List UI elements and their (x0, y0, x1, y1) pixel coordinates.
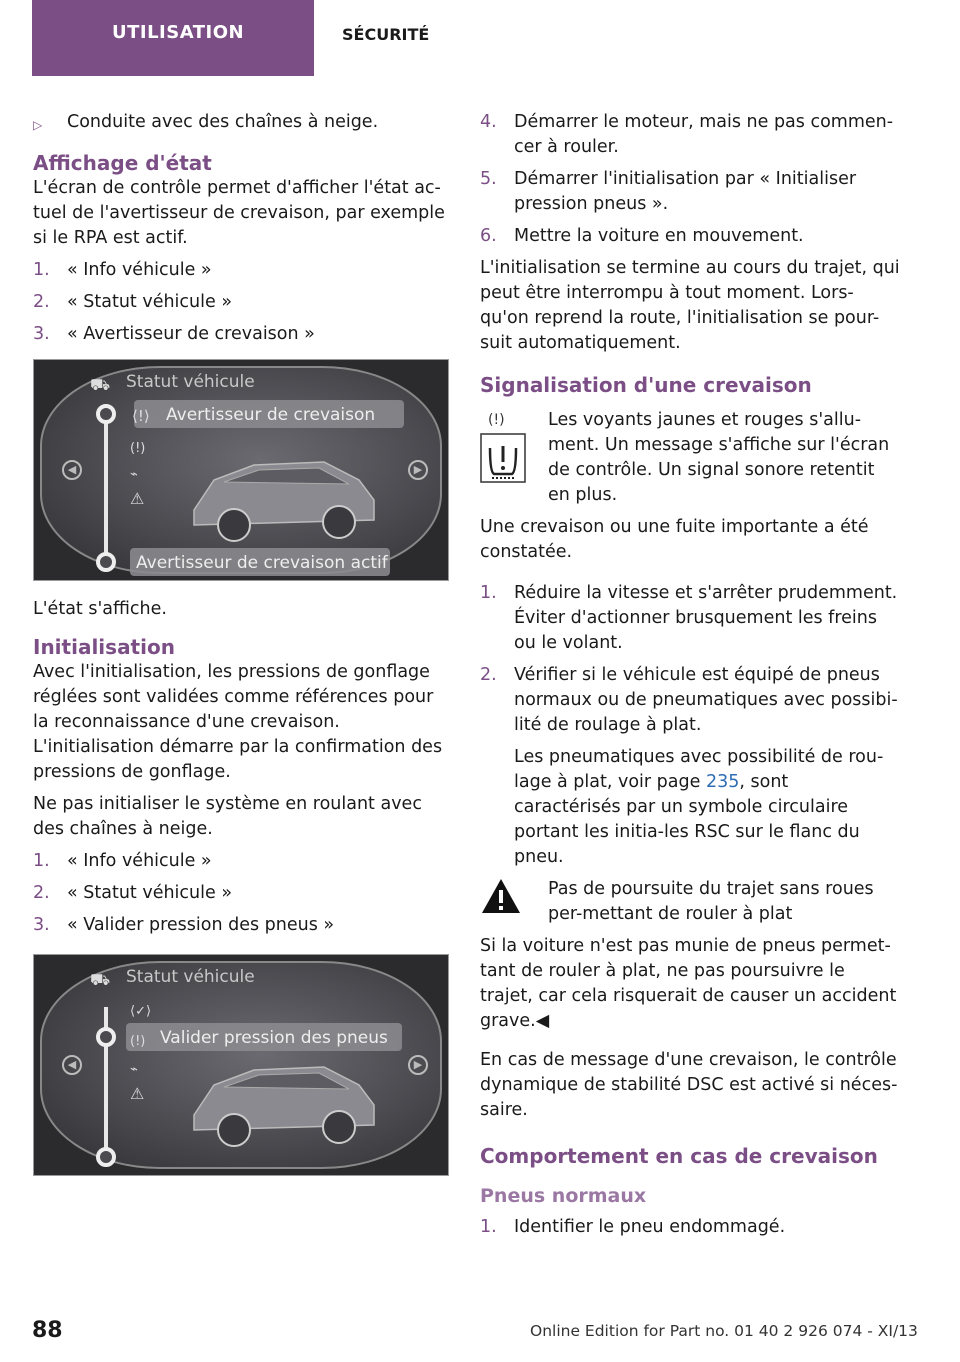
screen-figure-crevaison (33, 359, 449, 581)
paragraph-etat: L'état s'affiche. (33, 599, 167, 619)
heading-signalisation: Signalisation d'une crevaison (480, 373, 812, 397)
indicator-block (480, 408, 900, 508)
status-label: Avertisseur de crevaison actif (136, 553, 388, 573)
car-illustration (184, 1045, 384, 1155)
menu-rail (104, 422, 108, 560)
selected-menu-label: Avertisseur de crevaison (166, 405, 376, 425)
indicator-icons (480, 408, 530, 508)
menu-knob-top (96, 404, 116, 424)
arrow-right-icon: ▶ (408, 1055, 428, 1075)
car-illustration (184, 440, 384, 550)
triangle-bullet-icon: ▷ (33, 118, 43, 132)
paragraph-pneus-rsc: Les pneumatiques avec possibilité de rou-lage à plat, voir page 235, sont caractérisés par un symbole circulaire portant les initia-les RSC sur le flanc du pneu. (514, 747, 884, 867)
list-item: 2. « Statut véhicule » (33, 292, 233, 312)
tab-section-label: SÉCURITÉ (342, 25, 430, 44)
footer-edition: Online Edition for Part no. 01 40 2 926 074 - XI/13 (530, 1322, 918, 1340)
heading-comportement: Comportement en cas de crevaison (480, 1144, 878, 1168)
list-item: 3. « Valider pression des pneus » (33, 915, 335, 935)
list-item: 4. Démarrer le moteur, mais ne pas commen-cer à rouler. (480, 112, 894, 157)
warning-title: Pas de poursuite du trajet sans roues per-mettant de rouler à plat (548, 879, 874, 924)
warning-triangle-icon: ⚠ (130, 489, 145, 508)
paragraph-init-1: Avec l'initialisation, les pressions de gonflage réglées sont validées comme références pour la reconnaissance d'une crevaison. L'initialisation démarre par la confirmation des pressions de gonflage. (33, 662, 443, 782)
paragraph-warning: Si la voiture n'est pas munie de pneus permet-tant de rouler à plat, ne pas poursuivre le trajet, car cela risquerait de causer un accident grave.◀ (480, 936, 897, 1031)
header-margin (0, 0, 32, 76)
car-small-icon: ⌁ (130, 467, 138, 482)
page-link[interactable]: 235 (705, 772, 740, 792)
heading-initialisation: Initialisation (33, 635, 175, 659)
tab-utilisation-label: UTILISATION (112, 22, 245, 43)
car-status-icon: ⛟ (90, 970, 111, 989)
tire-pressure-icon: (!) (130, 441, 146, 456)
car-status-icon: ⛟ (90, 375, 111, 394)
tire-check-icon: ⟨!⟩ (132, 407, 150, 425)
menu-knob-bottom (96, 552, 116, 572)
paragraph-fin-init: L'initialisation se termine au cours du trajet, qui peut être interrompu à tout moment. Lors-qu'on reprend la route, l'initialisation se pour-suit automatiquement. (480, 258, 900, 353)
menu-title: Statut véhicule (126, 967, 255, 987)
paragraph-init-2: Ne pas initialiser le système en roulant avec des chaînes à neige. (33, 794, 422, 839)
warning-triangle-icon (480, 877, 522, 915)
tire-pressure-warning-icon (480, 408, 526, 490)
left-column (33, 110, 451, 1192)
paragraph-affichage: L'écran de contrôle permet d'afficher l'état ac-tuel de l'avertisseur de crevaison, par exemple si le RPA est actif. (33, 178, 445, 248)
warning-triangle-icon: ⚠ (130, 1084, 145, 1103)
arrow-right-icon: ▶ (408, 460, 428, 480)
selected-menu-label: Valider pression des pneus (160, 1028, 388, 1048)
paragraph-dsc: En cas de message d'une crevaison, le contrôle dynamique de stabilité DSC est activé si néces-saire. (480, 1050, 898, 1120)
arrow-left-icon: ◀ (62, 460, 82, 480)
tire-check-icon: ⟨✓⟩ (130, 1004, 152, 1019)
arrow-left-icon: ◀ (62, 1055, 82, 1075)
svg-text:(!): (!) (488, 412, 505, 428)
heading-affichage: Affichage d'état (33, 151, 212, 175)
menu-knob-bottom (96, 1147, 116, 1167)
warning-icon-container (480, 877, 530, 927)
car-small-icon: ⌁ (130, 1062, 138, 1077)
heading-pneus-normaux: Pneus normaux (480, 1185, 647, 1207)
bullet-item: ▷ Conduite avec des chaînes à neige. (33, 110, 451, 138)
list-item: 2. « Statut véhicule » (33, 883, 233, 903)
page-number: 88 (32, 1318, 63, 1343)
tab-utilisation (32, 0, 314, 76)
screen-figure-valider (33, 954, 449, 1176)
paragraph-voyants: Les voyants jaunes et rouges s'allu-ment. Un message s'affiche sur l'écran de contrôle. Un signal sonore retentit en plus. (548, 410, 890, 505)
tire-pressure-icon: (!) (130, 1034, 146, 1049)
right-column (480, 110, 900, 1247)
paragraph-crevaison: Une crevaison ou une fuite importante a été constatée. (480, 517, 869, 562)
list-item: 1. Identifier le pneu endommagé. (480, 1217, 786, 1237)
list-item: 1. Réduire la vitesse et s'arrêter prudemment. Éviter d'actionner brusquement les freins ou le volant. (480, 583, 898, 653)
list-item: 3. « Avertisseur de crevaison » (33, 324, 315, 344)
warning-block (480, 877, 900, 927)
list-item: 6. Mettre la voiture en mouvement. (480, 226, 804, 246)
list-item: 2. Vérifier si le véhicule est équipé de pneus normaux ou de pneumatiques avec possibi-lité de roulage à plat. (480, 665, 898, 735)
menu-title: Statut véhicule (126, 372, 255, 392)
list-item: 5. Démarrer l'initialisation par « Initialiser pression pneus ». (480, 169, 857, 214)
menu-knob-top (96, 1027, 116, 1047)
list-item: 1. « Info véhicule » (33, 260, 212, 280)
tab-section (314, 0, 960, 52)
list-item: 1. « Info véhicule » (33, 851, 212, 871)
